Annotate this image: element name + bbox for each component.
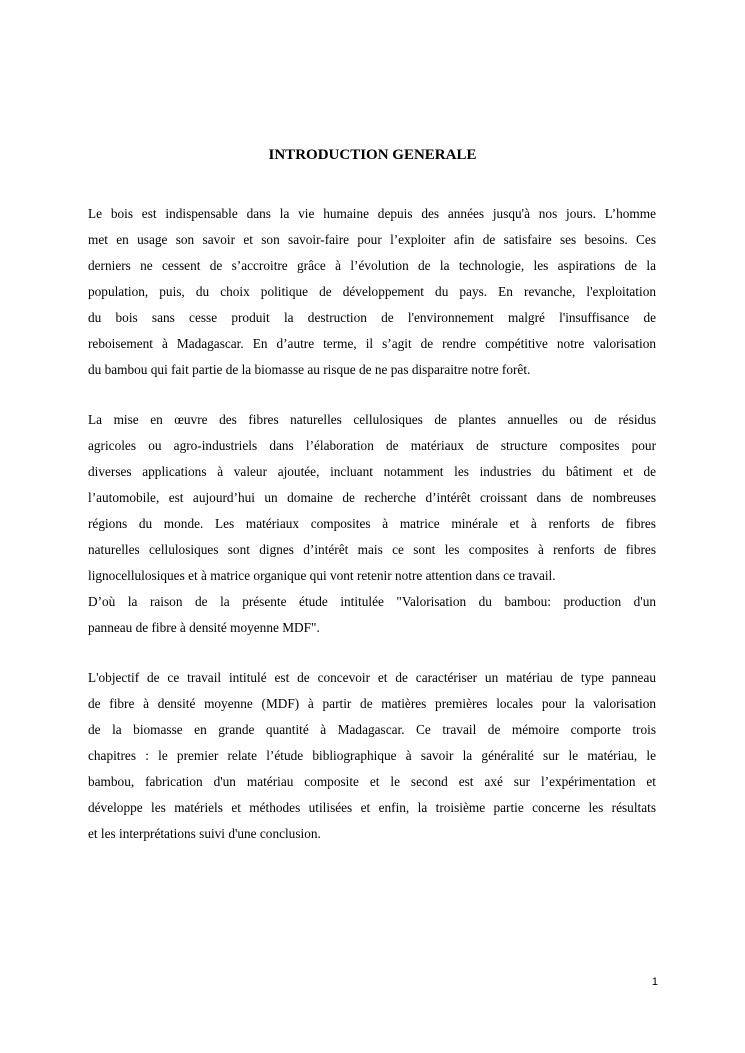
paragraph-line: régions du monde. Les matériaux composites à matrice minérale et à renforts de fibres (88, 516, 656, 531)
paragraph-line: met en usage son savoir et son savoir-faire pour l’exploiter afin de satisfaire ses besoins. Ces (88, 232, 656, 247)
paragraph-line: du bambou qui fait partie de la biomasse au risque de ne pas disparaitre notre forêt. (88, 362, 531, 377)
page-number: 1 (651, 976, 658, 988)
paragraph-introduction (88, 201, 656, 383)
paragraph-line: diverses applications à valeur ajoutée, incluant notamment les industries du bâtiment et de (88, 464, 656, 479)
paragraph-line: de la biomasse en grande quantité à Madagascar. Ce travail de mémoire comporte trois (88, 722, 656, 737)
paragraph-line: population, puis, du choix politique de développement du pays. En revanche, l'exploitation (88, 284, 656, 299)
paragraph-line: reboisement à Madagascar. En d’autre terme, il s’agit de rendre compétitive notre valorisation (88, 336, 656, 351)
page-title: INTRODUCTION GENERALE (268, 147, 477, 163)
paragraph-line: bambou, fabrication d'un matériau composite et le second est axé sur l’expérimentation et (88, 774, 656, 789)
paragraph-line: D’où la raison de la présente étude intitulée "Valorisation du bambou: production d'un (88, 594, 656, 609)
paragraph-line: chapitres : le premier relate l’étude bibliographique à savoir la généralité sur le matériau, le (88, 748, 656, 763)
paragraph-line: de fibre à densité moyenne (MDF) à partir de matières premières locales pour la valorisation (88, 696, 656, 711)
paragraph-line: agricoles ou agro-industriels dans l’élaboration de matériaux de structure composites pour (88, 438, 656, 453)
paragraph-line: lignocellulosiques et à matrice organique qui vont retenir notre attention dans ce travail. (88, 568, 556, 583)
paragraph-line: L'objectif de ce travail intitulé est de concevoir et de caractériser un matériau de type panneau (88, 670, 656, 685)
paragraph-line: derniers ne cessent de s’accroitre grâce à l’évolution de la technologie, les aspirations de la (88, 258, 656, 273)
paragraph-line: et les interprétations suivi d'une conclusion. (88, 826, 321, 841)
paragraph-line: Le bois est indispensable dans la vie humaine depuis des années jusqu'à nos jours. L’homme (88, 206, 656, 221)
paragraph-line: développe les matériels et méthodes utilisées et enfin, la troisième partie concerne les résultats (88, 800, 656, 815)
paragraph-line: La mise en œuvre des fibres naturelles cellulosiques de plantes annuelles ou de résidus (88, 412, 656, 427)
paragraph-objectif (88, 665, 656, 847)
paragraph-line: du bois sans cesse produit la destruction de l'environnement malgré l'insuffisance de (88, 310, 656, 325)
paragraph-fibres (88, 407, 656, 641)
paragraph-line: l’automobile, est aujourd’hui un domaine de recherche d’intérêt croissant dans de nombreuses (88, 490, 656, 505)
paragraph-line: naturelles cellulosiques sont dignes d’intérêt mais ce sont les composites à renforts de fibres (88, 542, 656, 557)
paragraph-line: panneau de fibre à densité moyenne MDF". (88, 620, 320, 635)
